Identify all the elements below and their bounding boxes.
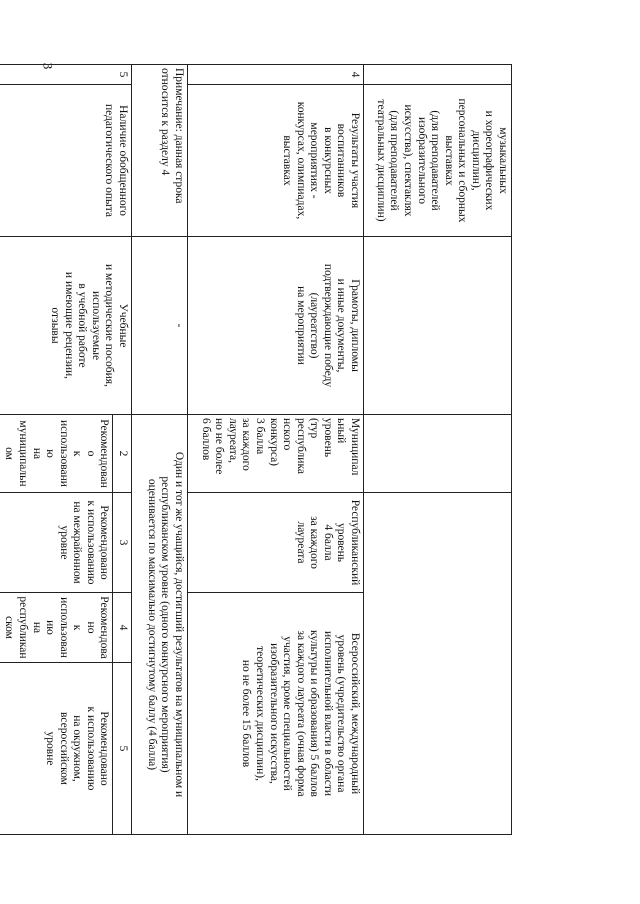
row-number: 5 [0,65,132,85]
level-col-2-header: 2 [113,415,132,493]
page-number: 3 [40,62,56,70]
republican-level-cell: Республиканский уровень 4 балла за каждого лауреата [188,493,364,593]
table-row-4 [188,65,364,835]
levels-cell [364,493,512,835]
note-text-cell: Один и тот же учащийся, достигший результатов на муниципальном и республиканском уровне (одного конкурсного мероприятия) оценивается по максимально достигнутому баллу (4 балла) [132,415,188,835]
level-municipal-cell: Рекомендовано к использованию на муниципальном [0,415,113,493]
criterion-cell: Результаты участия воспитанников в конкурсных мероприятиях - конкурсах, олимпиадах, выставках [188,85,364,237]
municipal-level-cell: Муниципал ьный уровень (тур республика нского конкурса) 3 балла за каждого лауреата, но не более 6 баллов [188,415,364,493]
level-interdistrict-cell: Рекомендовано к использованию на межрайонном уровне [0,493,113,593]
national-level-cell: Всероссийский, международный уровень (учредительство органа исполнительной власти в области культуры и образования) 5 баллов за каждого лауреата (очная форма участия, кроме специальностей изобразительного искусства, теоретических дисциплин), но не более 15 баллов [188,593,364,835]
level-national-cell: Рекомендовано к использованию на окружном, всероссийском уровне [0,663,113,835]
note-dash-cell: - [132,237,188,415]
level-col-5-header: 5 [113,663,132,835]
documents-cell [364,237,512,415]
criteria-table [0,64,512,835]
note-cell: Примечание: данная строка относится к разделу 4 [132,65,188,237]
table-row-continued [364,65,512,835]
municipal-cell [364,415,512,493]
documents-cell: Учебные и методические пособия, используемые в учебной работе и имеющие рецензии, отзывы [0,237,132,415]
rotated-table-canvas [3,64,512,834]
row-number [364,65,512,85]
criterion-cell: музыкальных и хореографических дисциплин), персональных и сборных выставках (для преподавателей изобразительного искусства), спектаклях (для преподавателей театральных дисциплин) [364,85,512,237]
level-republican-cell: Рекомендовано к использованию на республиканском [0,593,113,663]
documents-cell: Грамоты, дипломы и иные документы, подтверждающие победу (лауреатство) на мероприятии [188,237,364,415]
table-row-5-header [113,65,132,835]
level-col-3-header: 3 [113,493,132,593]
row-number: 4 [188,65,364,85]
table-row-note [132,65,188,835]
level-col-4-header: 4 [113,593,132,663]
criterion-cell: Наличие обобщенного педагогического опыта [0,85,132,237]
